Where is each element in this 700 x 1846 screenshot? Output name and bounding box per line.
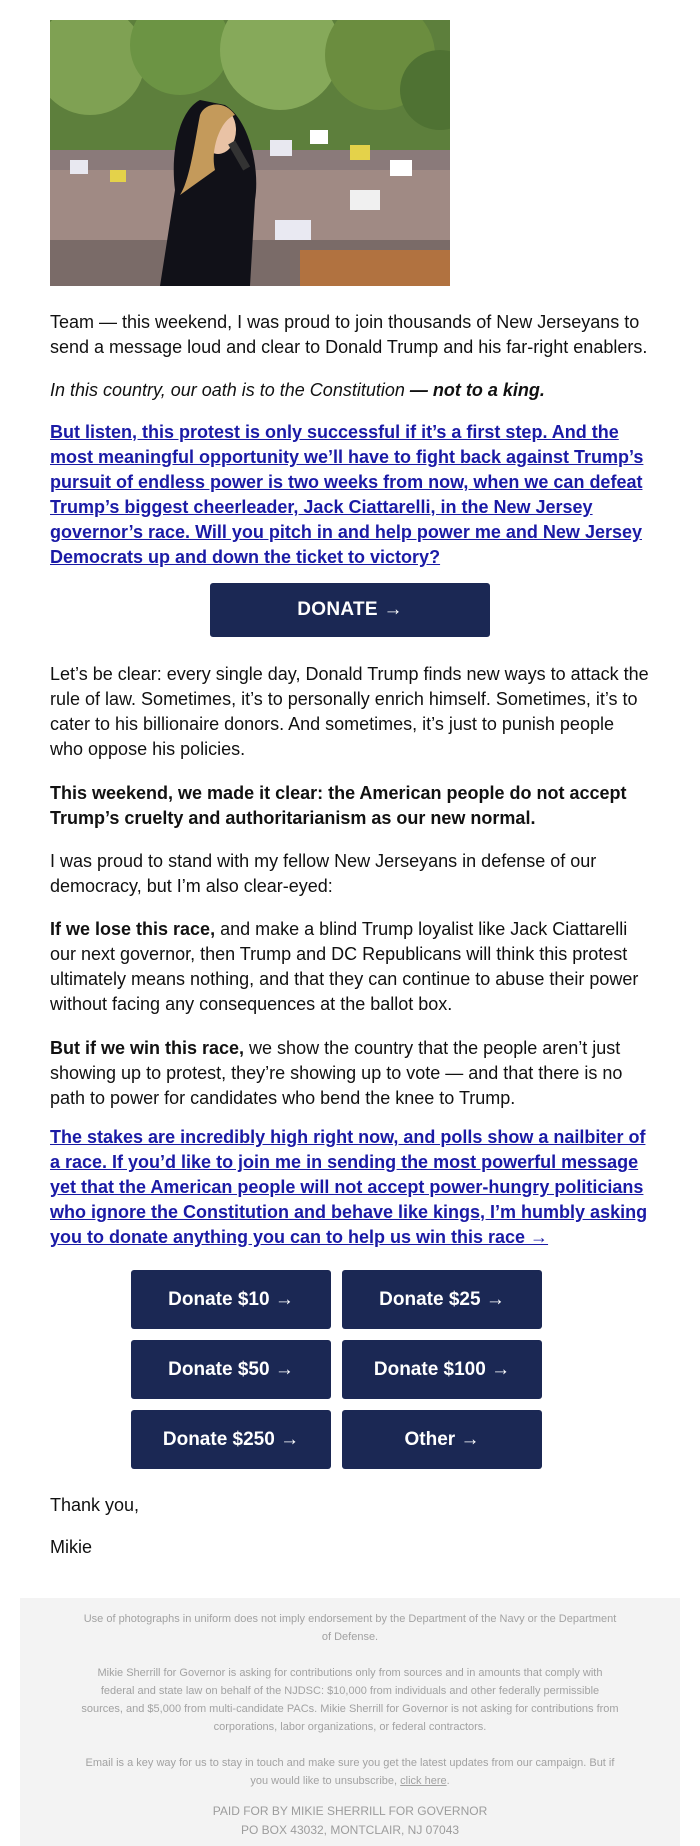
paragraph-proud: I was proud to stand with my fellow New Jerseyans in defense of our democracy, but I’m also clear-eyed: [50, 851, 597, 896]
win-emphasis: But if we win this race, [50, 1038, 245, 1058]
footer-paid-for: PAID FOR BY MIKIE SHERRILL FOR GOVERNOR [212, 1804, 488, 1818]
lose-text: and make a blind Trump loyalist like Jack Ciattarelli our next governor, then Trump and DC Republicans will think this protest ultimately means nothing, and that they can continue to abuse their power without facing any consequences at the ballot box. [50, 919, 639, 1014]
email-note-end: . [446, 1775, 450, 1787]
donate-10-button[interactable]: Donate $10 → [131, 1270, 331, 1329]
paragraph-intro: Team — this weekend, I was proud to join thousands of New Jerseyans to send a message loud and clear to Donald Trump and his far-right enablers. [50, 312, 648, 357]
donate-100-button[interactable]: Donate $100 → [342, 1340, 542, 1399]
closing: Thank you, [50, 1495, 140, 1515]
donate-250-button[interactable]: Donate $250 → [131, 1410, 331, 1469]
appeal-link-1[interactable]: But listen, this protest is only successful if it’s a first step. And the most meaningful opportunity we’ll have to fight back against Trump’s pursuit of endless power is two weeks from now, when we can defeat Trump’s biggest cheerleader, Jack Ciattarelli, in the New Jersey governor’s race. Will you pitch in and help power me and New Jersey Democrats up and down the ticket to victory? [50, 422, 644, 567]
appeal-paragraph [50, 420, 655, 570]
donate-50-button[interactable]: Donate $50 → [131, 1340, 331, 1399]
hero-photo [50, 20, 450, 286]
email-note-text: Email is a key way for us to stay in touch and make sure you get the latest updates from our campaign. But if you would like to unsubscribe, [85, 1757, 615, 1787]
signature: Mikie [50, 1537, 93, 1557]
oath-text: In this country, our oath is to the Constitution [50, 380, 410, 400]
footer-contributions: Mikie Sherrill for Governor is asking for contributions only from sources and in amounts that comply with federal and state law on behalf of the NJDSC: $10,000 from individuals and other federally permissible sources, and $5,000 from multi-candidate PACs. Mikie Sherrill for Governor is not asking for contributions from corporations, labor organizations, or federal contractors. [81, 1667, 619, 1733]
donate-25-button[interactable]: Donate $25 → [342, 1270, 542, 1329]
paragraph-weekend: This weekend, we made it clear: the American people do not accept Trump’s cruelty and authoritarianism as our new normal. [50, 783, 627, 828]
footer-email-note [80, 1754, 620, 1790]
paragraph-rule-of-law: Let’s be clear: every single day, Donald Trump finds new ways to attack the rule of law. Sometimes, it’s to personally enrich himself. Sometimes, it’s to cater to his billionaire donors. And sometimes, it’s just to punish people who oppose his policies. [50, 664, 649, 759]
unsubscribe-link[interactable]: click here [400, 1775, 447, 1787]
footer-address: PO BOX 43032, MONTCLAIR, NJ 07043 [240, 1823, 460, 1837]
footer [20, 1598, 680, 1846]
lose-emphasis: If we lose this race, [50, 919, 216, 939]
paragraph-lose [50, 917, 650, 1017]
oath-emphasis: — not to a king. [409, 380, 545, 400]
paragraph-win [50, 1036, 650, 1111]
donate-other-button[interactable]: Other → [342, 1410, 542, 1469]
donate-button[interactable]: DONATE → [210, 583, 490, 637]
paragraph-oath [50, 378, 650, 403]
appeal-link-2[interactable]: The stakes are incredibly high right now, and polls show a nailbiter of a race. If you’d like to join me in sending the most powerful message yet that the American people will not accept power-hungry politicians who ignore the Constitution and behave like kings, I’m humbly asking you to donate anything you can to help us win this race → [50, 1127, 648, 1247]
win-text: we show the country that the people aren’t just showing up to protest, they’re showing up to vote — and that there is no path to power for candidates who bend the knee to Trump. [50, 1038, 623, 1108]
footer-disclaimer: Use of photographs in uniform does not imply endorsement by the Department of the Navy or the Department of Defense. [83, 1613, 617, 1643]
rally-illustration [50, 20, 450, 286]
stakes-paragraph [50, 1125, 655, 1250]
